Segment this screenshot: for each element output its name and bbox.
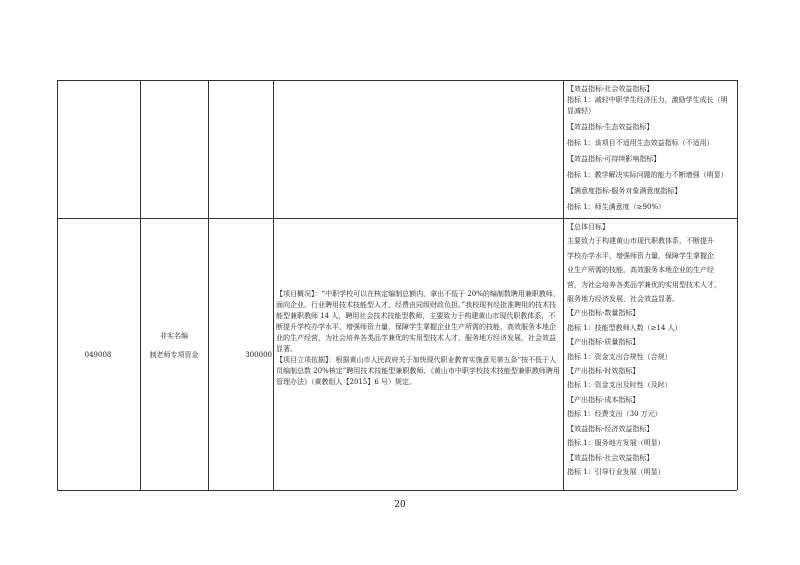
indicator-line: 指标 1：该项目不适用生态效益指标（不适用）: [567, 139, 714, 147]
indicator-line: 指标 1：服务地方发展（明显）: [567, 439, 665, 448]
column-divider: [208, 80, 209, 490]
indicator-line: 【产出指标-成本指标】: [567, 395, 640, 404]
indicator-line: 【产出指标-数量指标】: [567, 309, 640, 318]
project-code: 049008: [84, 351, 112, 359]
project-overview: 【项目概况】：“中职学校可以在核定编制总额内，拿出不低于 20%的编制数聘用兼职教师，面向企业、行业聘用技术技能型人才，经费由同级财政负担。”我校现有经批准聘用的技术技能型兼职教师 14 人，聘用社会技术技能型教师，主要致力于构建黄山市现代职教体系，不断提升学校办学水平，增强师资力量，保障学生掌握企业生产所需的技能，高效服务本地企业的生产经营，为社会培养各类品学兼优的实用型技术人才，服务地方经济发展，社会效益显著。: [276, 290, 560, 353]
indicator-line: 【满意度指标-服务对象满意度指标】: [567, 187, 682, 195]
table-border-top: [57, 80, 737, 81]
column-divider: [140, 80, 141, 490]
indicator-line: 指标 1：技能型教师人数（≥14 人）: [567, 323, 682, 332]
project-name-line: 制老师专项资金: [149, 351, 199, 359]
indicator-line: 指标 1：经费支出（30 万元）: [567, 410, 662, 419]
table-border-bottom: [57, 490, 737, 491]
indicator-line: 【效益指标-社会效益指标】: [567, 85, 654, 93]
indicator-line: 【效益指标-生态效益指标】: [567, 123, 654, 131]
indicator-line: 【产出指标-时效指标】: [567, 367, 640, 376]
row1-indicators: [567, 84, 733, 213]
indicator-line: 指标 1：师生满意度（≥90%）: [567, 203, 666, 211]
project-name-line: 非实名编: [160, 332, 188, 340]
indicator-line: 【产出指标-质量指标】: [567, 338, 640, 347]
indicator-line: 【效益指标-经济效益指标】: [567, 424, 654, 433]
table-border-right: [737, 80, 738, 490]
indicator-line: 【效益指标-社会效益指标】: [567, 453, 654, 462]
indicator-line: 服务地方经济发展，社会效益显著。: [567, 295, 679, 304]
column-divider: [563, 80, 564, 490]
indicator-line: 【效益指标-可持续影响指标】: [567, 155, 661, 163]
indicator-line: 营，为社会培养各类品学兼优的实用型技术人才，: [567, 280, 721, 289]
project-name: [142, 331, 206, 361]
project-basis: 【项目立项依据】：根据黄山市人民政府关于加快现代职业教育实施意见第五条“按不低于人员编制总数 20%核定”聘用技术技能型兼职教师、《黄山市中职学校技术技能型兼职教师聘用管理办法》（黄教组人【2015】6 号）规定。: [276, 356, 560, 386]
project-amount: 300000: [245, 351, 272, 359]
indicator-line: 指标 1：资金支出合规性（合规）: [567, 352, 672, 361]
indicator-line: 学校办学水平，增强师资力量，保障学生掌握企: [567, 251, 714, 260]
project-description: [276, 289, 561, 388]
column-divider: [273, 80, 274, 490]
row2-indicators: [567, 222, 733, 478]
indicator-line: 指标 1：减轻中职学生经济压力，激励学生成长（明: [567, 96, 728, 104]
table-border-left: [57, 80, 58, 490]
table-row-divider: [57, 218, 737, 219]
indicator-line: 显减轻）: [567, 107, 595, 115]
indicator-line: 指标 1：引导行业发展（明显）: [567, 467, 665, 476]
indicator-line: 指标 1：教学解决实际问题的能力不断增强（明显）: [567, 171, 728, 179]
indicator-line: 主要致力于构建黄山市现代职教体系，不断提升: [567, 237, 714, 246]
indicator-line: 指标 1：资金支出及时性（及时）: [567, 381, 672, 390]
page-number: 20: [394, 500, 406, 510]
indicator-line: 业生产所需的技能，高效服务本地企业的生产经: [567, 266, 714, 275]
indicator-line: 【总体目标】: [567, 223, 609, 231]
